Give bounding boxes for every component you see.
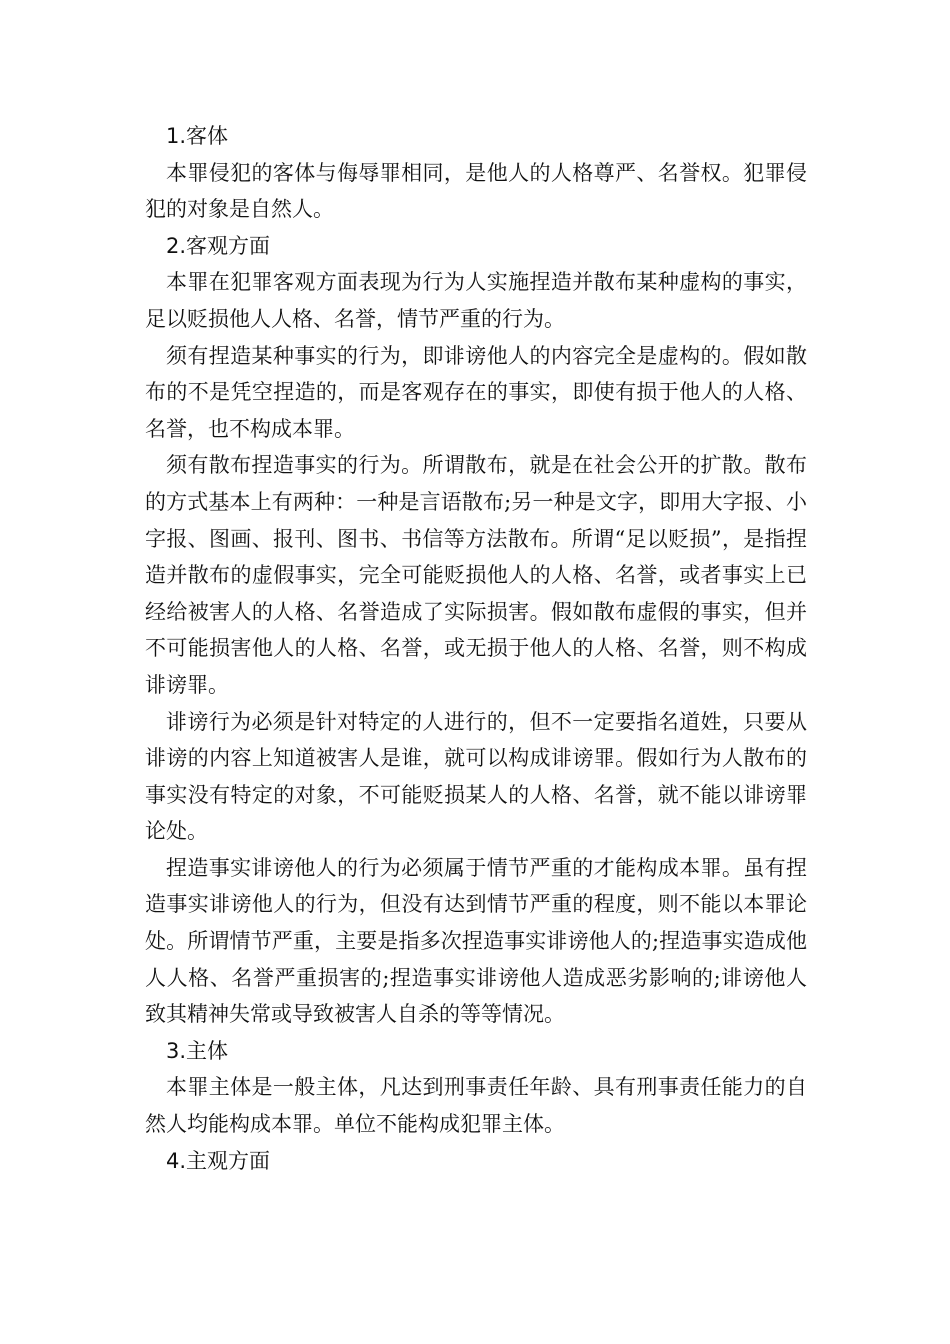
paragraph: 诽谤行为必须是针对特定的人进行的，但不一定要指名道姓，只要从诽谤的内容上知道被害人是谁，就可以构成诽谤罪。假如行为人散布的事实没有特定的对象，不可能贬损某人的人格、名誉，就不能以诽谤罪论处。: [145, 709, 807, 844]
section-heading-subject: 3.主体: [166, 1038, 229, 1063]
paragraph: 本罪侵犯的客体与侮辱罪相同，是他人的人格尊严、名誉权。犯罪侵犯的对象是自然人。: [145, 160, 807, 222]
section-heading-subjective-aspect: 4.主观方面: [166, 1148, 271, 1173]
paragraph: 本罪在犯罪客观方面表现为行为人实施捏造并散布某种虚构的事实，足以贬损他人人格、名誉，情节严重的行为。: [145, 270, 807, 331]
paragraph: 须有散布捏造事实的行为。所谓散布，就是在社会公开的扩散。散布的方式基本上有两种：一种是言语散布;另一种是文字，即用大字报、小字报、图画、报刊、图书、书信等方法散布。所谓“足以贬损”，是指捏造并散布的虚假事实，完全可能贬损他人的人格、名誉，或者事实上已经给被害人的人格、名誉造成了实际损害。假如散布虚假的事实，但并不可能损害他人的人格、名誉，或无损于他人的人格、名誉，则不构成诽谤罪。: [145, 453, 807, 697]
paragraph: 捏造事实诽谤他人的行为必须属于情节严重的才能构成本罪。虽有捏造事实诽谤他人的行为，但没有达到情节严重的程度，则不能以本罪论处。所谓情节严重，主要是指多次捏造事实诽谤他人的;捏造事实造成他人人格、名誉严重损害的;捏造事实诽谤他人造成恶劣影响的;诽谤他人致其精神失常或导致被害人自杀的等等情况。: [145, 855, 807, 1027]
paragraph: 本罪主体是一般主体，凡达到刑事责任年龄、具有刑事责任能力的自然人均能构成本罪。单位不能构成犯罪主体。: [145, 1075, 807, 1137]
section-heading-objective-aspect: 2.客观方面: [166, 233, 271, 258]
section-heading-object: 1.客体: [166, 124, 229, 148]
document-body: [145, 118, 807, 1179]
paragraph: 须有捏造某种事实的行为，即诽谤他人的内容完全是虚构的。假如散布的不是凭空捏造的，而是客观存在的事实，即使有损于他人的人格、名誉，也不构成本罪。: [145, 343, 807, 441]
